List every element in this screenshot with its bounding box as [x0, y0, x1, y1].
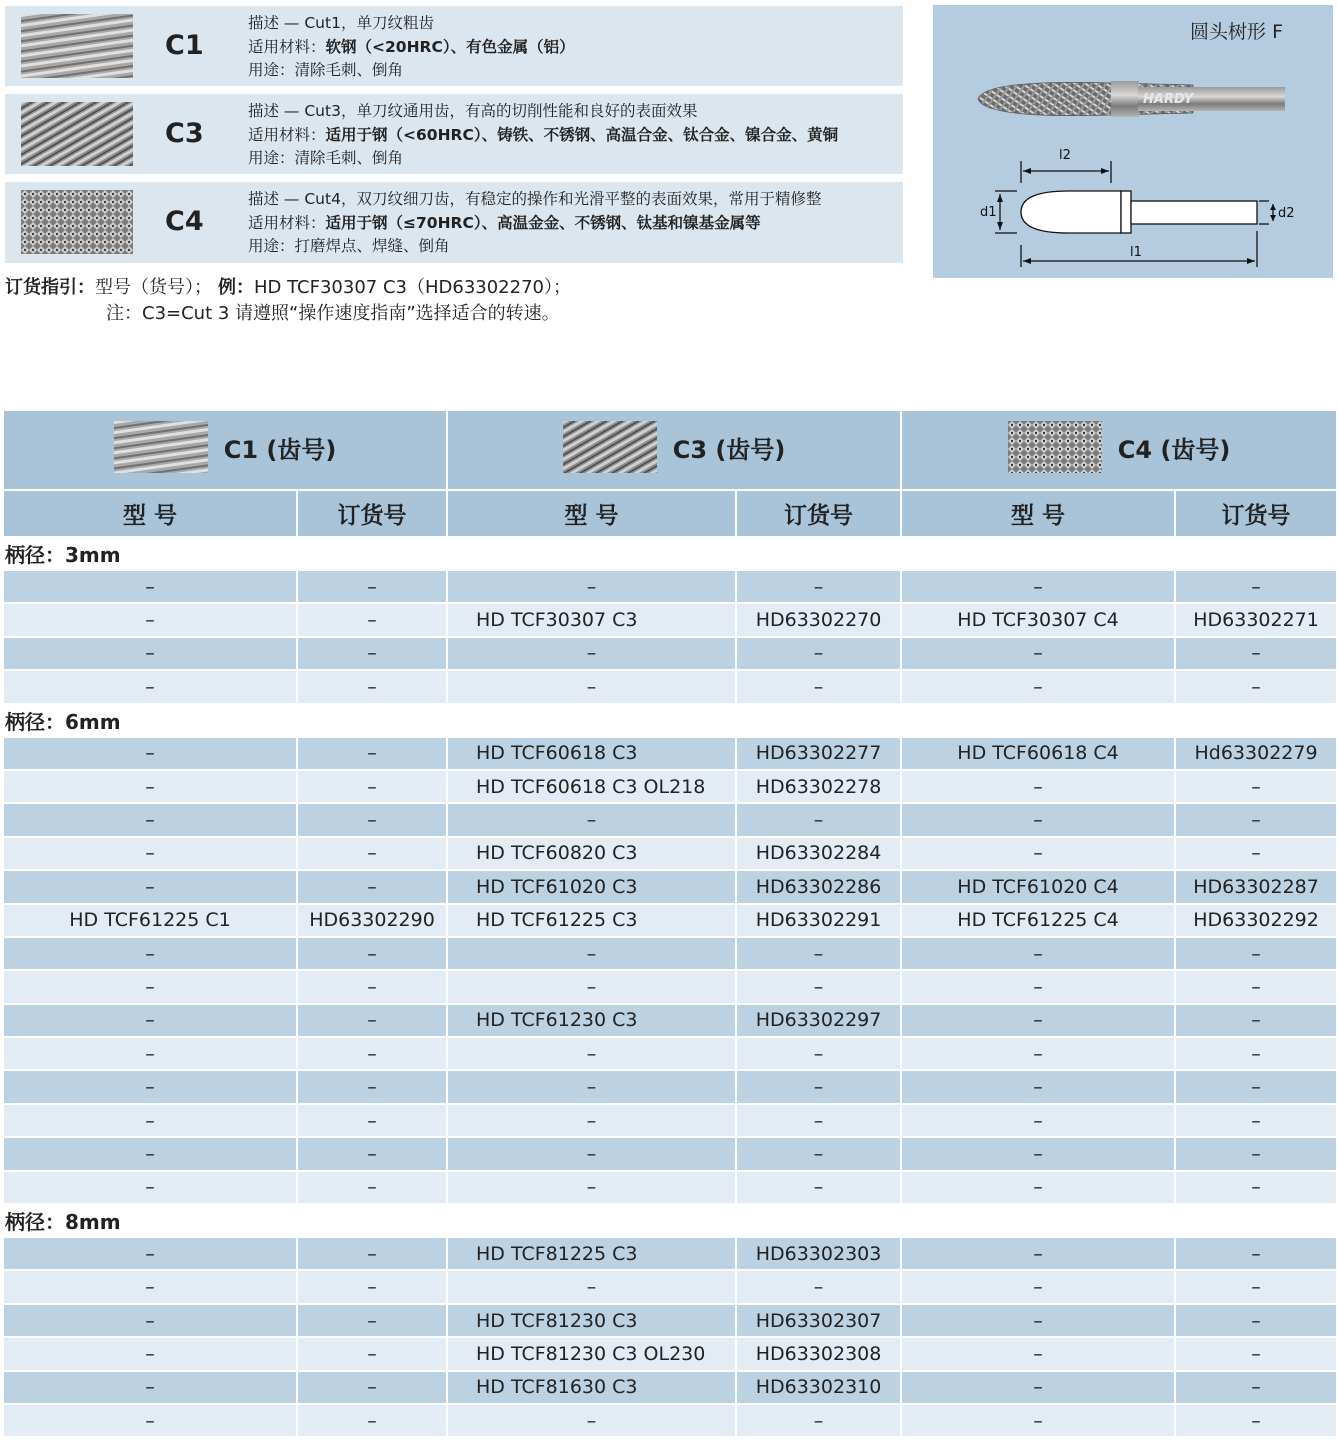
dim-d2: d2: [1278, 206, 1295, 221]
table-cell: –: [737, 938, 900, 969]
order-note: 注：C3=Cut 3 请遵照“操作速度指南”选择适合的转速。: [106, 303, 560, 324]
cut-c4-image: [21, 190, 133, 254]
table-cell: HD TCF61225 C4: [902, 905, 1174, 936]
cut-c1-thumb: [114, 421, 208, 473]
table-cell: –: [4, 1338, 296, 1369]
table-cell: HD TCF61020 C3: [448, 871, 735, 902]
table-row: [4, 604, 1336, 635]
table-cell: –: [298, 1405, 446, 1436]
table-cell: –: [298, 804, 446, 835]
table-cell: –: [737, 638, 900, 669]
table-row: [4, 1372, 1336, 1403]
table-cell: –: [902, 1071, 1174, 1102]
table-row: [4, 671, 1336, 702]
table-row: [4, 971, 1336, 1002]
table-row: [4, 1071, 1336, 1102]
table-cell: –: [1176, 938, 1336, 969]
table-cell: –: [1176, 1372, 1336, 1403]
table-cell: HD TCF60618 C4: [902, 738, 1174, 769]
table-cell: –: [1176, 1038, 1336, 1069]
table-cell: –: [1176, 571, 1336, 602]
cut-c4-thumb: [1008, 421, 1102, 473]
table-cell: –: [737, 1271, 900, 1302]
table-cell: –: [298, 1138, 446, 1169]
table-cell: –: [4, 938, 296, 969]
table-cell: –: [4, 1005, 296, 1036]
table-cell: –: [298, 1238, 446, 1269]
table-cell: –: [448, 671, 735, 702]
table-cell: –: [1176, 771, 1336, 802]
table-cell: –: [4, 838, 296, 869]
table-cell: HD63302278: [737, 771, 900, 802]
table-cell: –: [448, 971, 735, 1002]
table-cell: HD TCF30307 C4: [902, 604, 1174, 635]
table-cell: –: [448, 938, 735, 969]
table-cell: –: [1176, 804, 1336, 835]
table-cell: –: [1176, 1305, 1336, 1336]
table-cell: –: [4, 738, 296, 769]
table-cell: –: [298, 1338, 446, 1369]
table-cell: –: [902, 1038, 1174, 1069]
table-cell: –: [902, 938, 1174, 969]
cut-description: 描述 — Cut3，单刀纹通用齿，有高的切削性能和良好的表面效果 适用材料：适用于钢（<60HRC）、铸铁、不锈钢、高温合金、钛合金、镍合金、黄铜 用途：清除毛刺、倒角: [248, 102, 839, 167]
table-cell: HD63302277: [737, 738, 900, 769]
table-cell: –: [448, 1271, 735, 1302]
table-cell: –: [4, 1305, 296, 1336]
table-cell: –: [902, 1305, 1174, 1336]
table-cell: –: [1176, 1105, 1336, 1136]
cut-description: 描述 — Cut4，双刀纹细刀齿，有稳定的操作和光滑平整的表面效果，常用于精修整 适用材料：适用于钢（≤70HRC）、高温金金、不锈钢、钛基和镍基金属等 用途：打磨焊点、焊缝、倒角: [248, 190, 822, 255]
table-cell: HD63302308: [737, 1338, 900, 1369]
cut-code: C1: [165, 30, 204, 61]
table-cell: –: [4, 1172, 296, 1203]
table-cell: –: [1176, 1405, 1336, 1436]
cut-row-c4: [5, 182, 903, 263]
table-cell: –: [737, 1138, 900, 1169]
dim-d1: d1: [980, 205, 997, 220]
table-cell: –: [4, 1105, 296, 1136]
table-cell: –: [448, 1071, 735, 1102]
table-cell: –: [1176, 838, 1336, 869]
col-order-c4: 订货号: [1176, 491, 1336, 536]
cut-code: C3: [165, 118, 204, 149]
table-row: [4, 1038, 1336, 1069]
table-cell: –: [737, 1405, 900, 1436]
section-title: 柄径：8mm: [4, 1205, 1336, 1236]
table-cell: –: [902, 838, 1174, 869]
col-model-c1: 型 号: [4, 491, 296, 536]
table-cell: –: [737, 1172, 900, 1203]
brand-logo: HARDY: [1143, 92, 1194, 107]
table-row: [4, 1338, 1336, 1369]
table-cell: –: [448, 1038, 735, 1069]
table-cell: HD TCF61230 C3: [448, 1005, 735, 1036]
table-cell: –: [902, 1338, 1174, 1369]
table-row: [4, 938, 1336, 969]
table-cell: Hd63302279: [1176, 738, 1336, 769]
table-cell: –: [902, 638, 1174, 669]
table-cell: –: [902, 1271, 1174, 1302]
table-cell: HD63302287: [1176, 871, 1336, 902]
table-cell: –: [448, 804, 735, 835]
table-cell: HD63302297: [737, 1005, 900, 1036]
table-cell: –: [4, 771, 296, 802]
table-cell: –: [737, 971, 900, 1002]
table-row: [4, 1238, 1336, 1269]
table-cell: –: [298, 738, 446, 769]
table-cell: –: [4, 571, 296, 602]
table-cell: –: [737, 671, 900, 702]
table-cell: HD TCF81230 C3 OL230: [448, 1338, 735, 1369]
table-cell: –: [902, 1005, 1174, 1036]
table-cell: –: [298, 938, 446, 969]
cut-description: 描述 — Cut1，单刀纹粗齿 适用材料：软钢（<20HRC）、有色金属（铝） 用途：清除毛刺、倒角: [248, 14, 575, 79]
dim-l1: l1: [1130, 245, 1142, 260]
table-cell: –: [298, 1372, 446, 1403]
table-cell: HD63302271: [1176, 604, 1336, 635]
table-cell: HD63302291: [737, 905, 900, 936]
table-cell: HD TCF60618 C3 OL218: [448, 771, 735, 802]
table-cell: HD TCF60820 C3: [448, 838, 735, 869]
group-header-c3: C3 (齿号): [448, 411, 900, 489]
table-row: [4, 1005, 1336, 1036]
table-cell: –: [902, 1105, 1174, 1136]
table-cell: HD63302290: [298, 905, 446, 936]
section-title: 柄径：3mm: [4, 538, 1336, 569]
table-cell: –: [1176, 1071, 1336, 1102]
table-cell: –: [298, 1038, 446, 1069]
table-cell: –: [902, 671, 1174, 702]
table-cell: –: [1176, 1138, 1336, 1169]
table-cell: –: [298, 1271, 446, 1302]
table-cell: –: [298, 604, 446, 635]
table-cell: –: [737, 1071, 900, 1102]
table-cell: –: [737, 1105, 900, 1136]
table-cell: –: [737, 804, 900, 835]
table-cell: –: [902, 804, 1174, 835]
table-row: [4, 1105, 1336, 1136]
table-cell: –: [1176, 1271, 1336, 1302]
table-cell: –: [4, 604, 296, 635]
col-order-c3: 订货号: [737, 491, 900, 536]
table-cell: –: [298, 1105, 446, 1136]
table-row: [4, 1172, 1336, 1203]
cut-c3-thumb: [563, 421, 657, 473]
table-cell: –: [298, 671, 446, 702]
table-cell: HD TCF61225 C1: [4, 905, 296, 936]
table-cell: –: [298, 638, 446, 669]
table-row: [4, 1271, 1336, 1302]
table-row: [4, 571, 1336, 602]
table-row: [4, 1138, 1336, 1169]
shape-title: 圆头树形 F: [1190, 21, 1283, 43]
table-cell: –: [4, 671, 296, 702]
cut-row-c3: [5, 94, 903, 174]
table-row: [4, 804, 1336, 835]
table-cell: HD TCF30307 C3: [448, 604, 735, 635]
table-cell: HD TCF61225 C3: [448, 905, 735, 936]
table-cell: –: [4, 1071, 296, 1102]
table-cell: –: [902, 971, 1174, 1002]
col-model-c3: 型 号: [448, 491, 735, 536]
table-cell: –: [902, 1405, 1174, 1436]
table-cell: –: [737, 1038, 900, 1069]
table-cell: HD TCF81230 C3: [448, 1305, 735, 1336]
table-cell: HD TCF81630 C3: [448, 1372, 735, 1403]
cut-c1-image: [21, 14, 133, 78]
group-header-c1: C1 (齿号): [4, 411, 446, 489]
table-cell: –: [1176, 671, 1336, 702]
table-cell: –: [1176, 1172, 1336, 1203]
table-cell: HD TCF61020 C4: [902, 871, 1174, 902]
table-cell: –: [902, 1372, 1174, 1403]
cut-c3-image: [21, 102, 133, 166]
table-cell: –: [1176, 1338, 1336, 1369]
table-cell: –: [298, 838, 446, 869]
cut-row-c1: [5, 6, 903, 86]
table-row: [4, 871, 1336, 902]
table-cell: HD63302292: [1176, 905, 1336, 936]
cut-code: C4: [165, 206, 204, 237]
table-cell: HD63302307: [737, 1305, 900, 1336]
table-cell: –: [448, 1405, 735, 1436]
table-cell: –: [298, 571, 446, 602]
table-cell: HD63302286: [737, 871, 900, 902]
shape-panel: [933, 5, 1333, 278]
table-cell: –: [902, 1238, 1174, 1269]
product-table: [2, 409, 1338, 1438]
table-cell: HD TCF60618 C3: [448, 738, 735, 769]
table-cell: –: [4, 1038, 296, 1069]
table-cell: HD63302284: [737, 838, 900, 869]
table-cell: –: [298, 871, 446, 902]
table-cell: –: [298, 1005, 446, 1036]
table-cell: –: [448, 1138, 735, 1169]
order-label: 订货指引：: [5, 277, 95, 298]
table-row: [4, 1305, 1336, 1336]
table-cell: –: [448, 1105, 735, 1136]
table-cell: –: [4, 871, 296, 902]
table-cell: –: [902, 1172, 1174, 1203]
table-cell: HD TCF81225 C3: [448, 1238, 735, 1269]
table-cell: –: [4, 1271, 296, 1302]
table-cell: –: [298, 1071, 446, 1102]
table-cell: –: [4, 1405, 296, 1436]
table-row: [4, 1405, 1336, 1436]
table-cell: –: [4, 638, 296, 669]
dimension-drawing: [933, 5, 1333, 278]
col-model-c4: 型 号: [902, 491, 1174, 536]
table-row: [4, 771, 1336, 802]
table-cell: –: [902, 1138, 1174, 1169]
table-cell: HD63302303: [737, 1238, 900, 1269]
section-title: 柄径：6mm: [4, 705, 1336, 736]
table-cell: HD63302310: [737, 1372, 900, 1403]
table-cell: –: [4, 804, 296, 835]
table-cell: HD63302270: [737, 604, 900, 635]
table-cell: –: [902, 771, 1174, 802]
table-cell: –: [1176, 1238, 1336, 1269]
dim-l2: l2: [1059, 148, 1071, 163]
table-row: [4, 738, 1336, 769]
table-cell: –: [448, 638, 735, 669]
table-cell: –: [1176, 638, 1336, 669]
table-cell: –: [1176, 971, 1336, 1002]
table-row: [4, 905, 1336, 936]
table-cell: –: [4, 1138, 296, 1169]
table-cell: –: [1176, 1005, 1336, 1036]
col-order-c1: 订货号: [298, 491, 446, 536]
table-cell: –: [298, 1305, 446, 1336]
table-row: [4, 838, 1336, 869]
table-cell: –: [448, 571, 735, 602]
group-header-c4: C4 (齿号): [902, 411, 1336, 489]
table-cell: –: [737, 571, 900, 602]
table-cell: –: [298, 1172, 446, 1203]
table-cell: –: [448, 1172, 735, 1203]
table-cell: –: [4, 1238, 296, 1269]
table-cell: –: [902, 571, 1174, 602]
table-row: [4, 638, 1336, 669]
table-cell: –: [4, 1372, 296, 1403]
table-cell: –: [4, 971, 296, 1002]
order-guide: 订货指引：型号（货号）； 例：HD TCF30307 C3（HD63302270）； 注：C3=Cut 3 请遵照“操作速度指南”选择适合的转速。: [5, 275, 571, 327]
table-cell: –: [298, 971, 446, 1002]
table-cell: –: [298, 771, 446, 802]
